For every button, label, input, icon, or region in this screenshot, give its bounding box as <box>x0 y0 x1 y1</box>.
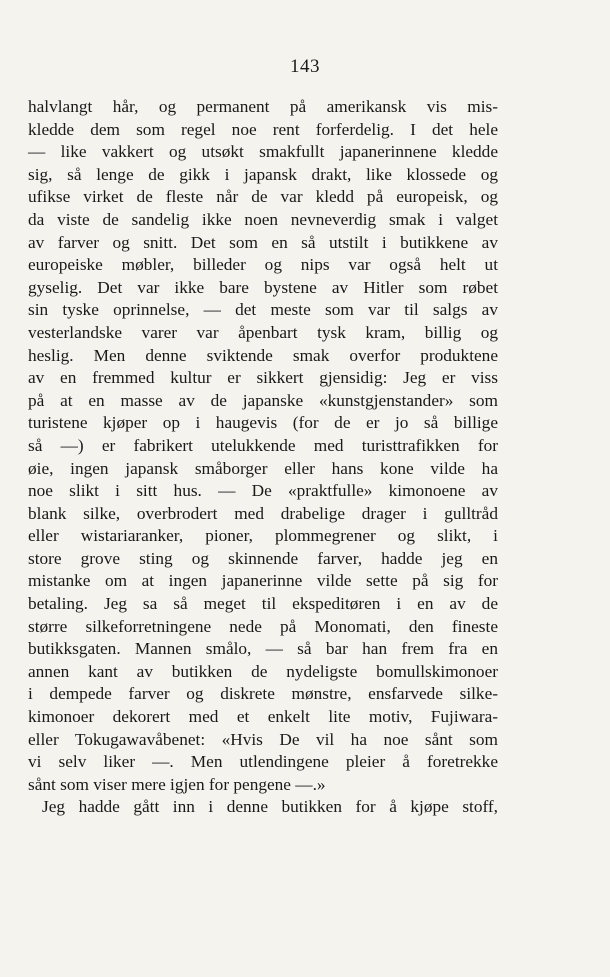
text-line: Jeg hadde gått inn i denne butikken for å kjøpe stoff, <box>42 797 498 817</box>
text-line: sånt som viser mere igjen for pengene —.» <box>28 774 326 794</box>
text-line: så —) er fabrikert utelukkende med turisttrafikken for <box>28 435 498 455</box>
text-line: eller Tokugawavåbenet: «Hvis De vil ha noe sånt som <box>28 729 498 749</box>
text-line: kimonoer dekorert med et enkelt lite motiv, Fujiwara- <box>28 707 498 727</box>
text-line: ufikse virket de fleste når de var kledd på europeisk, og <box>28 187 498 207</box>
text-line: turistene kjøper op i haugevis (for de er jo så billige <box>28 413 498 433</box>
text-line: på at en masse av de japanske «kunstgjenstander» som <box>28 390 498 410</box>
text-line: vesterlandske varer var åpenbart tysk kram, billig og <box>28 322 498 342</box>
text-line: gyselig. Det var ikke bare bystene av Hitler som røbet <box>28 277 498 297</box>
text-line: annen kant av butikken de nydeligste bomullskimonoer <box>28 661 498 681</box>
text-line: — like vakkert og utsøkt smakfullt japanerinnene kledde <box>28 142 498 162</box>
text-line: vi selv liker —. Men utlendingene pleier å foretrekke <box>28 752 498 772</box>
text-line: større silkeforretningene nede på Monomati, den fineste <box>28 616 498 636</box>
text-line: halvlangt hår, og permanent på amerikansk vis mis- <box>28 97 498 116</box>
text-line: øie, ingen japansk småborger eller hans kone vilde ha <box>28 458 498 478</box>
body-text <box>28 96 498 819</box>
text-line: eller wistariaranker, pioner, plommegrener og slikt, i <box>28 526 498 546</box>
text-line: heslig. Men denne sviktende smak overfor produktene <box>28 345 498 365</box>
text-line: av en fremmed kultur er sikkert gjensidig: Jeg er viss <box>28 368 498 388</box>
text-line: av farver og snitt. Det som en så utstilt i butikkene av <box>28 232 498 252</box>
text-line: da viste de sandelig ikke noen nevneverdig smak i valget <box>28 209 498 229</box>
text-line: betaling. Jeg sa så meget til ekspeditøren i en av de <box>28 594 498 614</box>
text-line: mistanke om at ingen japanerinne vilde sette på sig for <box>28 571 498 591</box>
text-line: europeiske møbler, billeder og nips var også helt ut <box>28 255 498 275</box>
text-line: noe slikt i sitt hus. — De «praktfulle» kimonoene av <box>28 481 498 501</box>
text-line: sin tyske oprinnelse, — det meste som var til salgs av <box>28 300 498 320</box>
text-line: kledde dem som regel noe rent forferdelig. I det hele <box>28 119 498 139</box>
text-line: sig, så lenge de gikk i japansk drakt, like klossede og <box>28 164 498 184</box>
text-line: i dempede farver og diskrete mønstre, ensfarvede silke- <box>28 684 498 704</box>
text-line: blank silke, overbrodert med drabelige drager i gulltråd <box>28 503 498 523</box>
text-line: store grove sting og skinnende farver, hadde jeg en <box>28 548 498 568</box>
text-line: butikksgaten. Mannen smålo, — så bar han frem fra en <box>28 639 498 659</box>
page-number: 143 <box>290 56 320 77</box>
